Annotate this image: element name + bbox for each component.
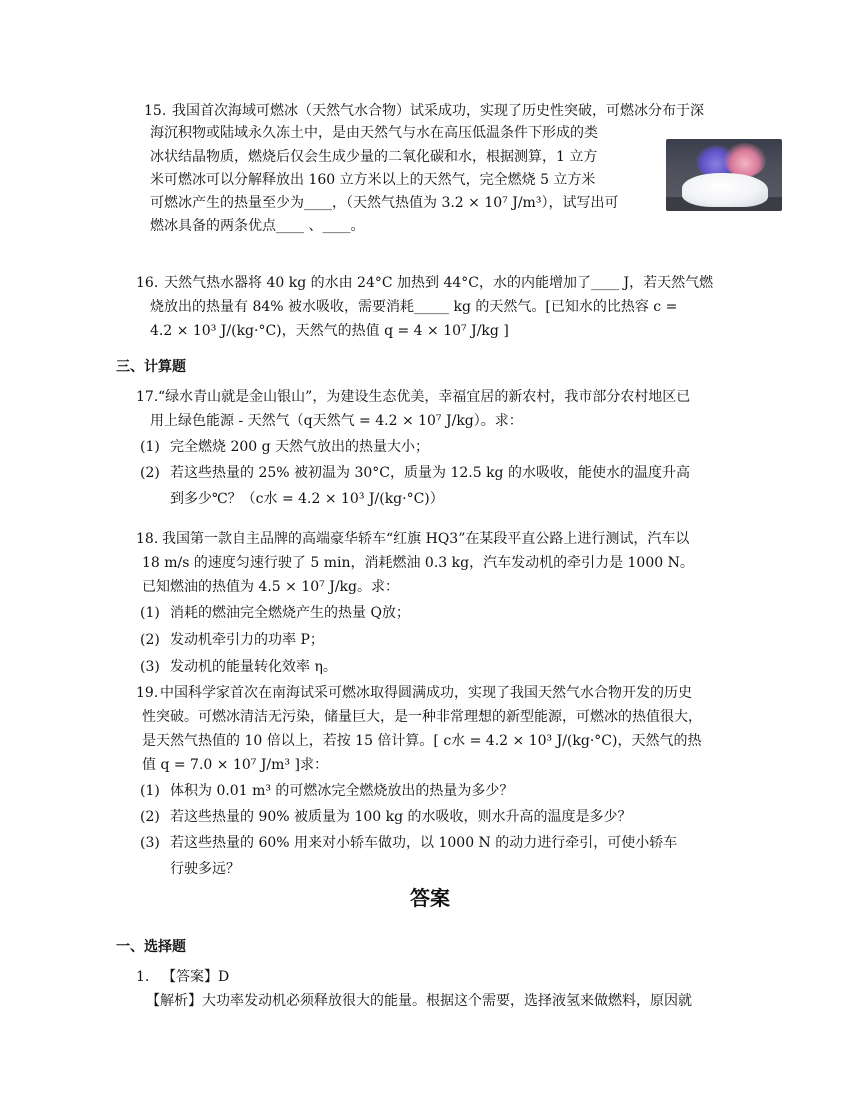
sub-question [140, 778, 740, 804]
question-line: 是天然气热值的 10 倍以上，若按 15 倍计算。[ c水 = 4.2 × 10³ J/(kg·°C)，天然气的热 [142, 733, 702, 749]
question-line: 性突破。可燃冰清洁无污染，储量巨大，是一种非常理想的新型能源，可燃冰的热值很大， [142, 709, 702, 725]
sub-question [140, 600, 740, 627]
question-line: 可燃冰产生的热量至少为____，（天然气热值为 3.2 × 10⁷ J/m³），试写出可 [150, 195, 619, 211]
sub-question [140, 830, 740, 882]
sub-question [140, 434, 740, 460]
ice-shape [682, 173, 768, 207]
sub-question-list [140, 600, 740, 681]
question-line: 天然气热水器将 40 kg 的水由 24°C 加热到 44°C，水的内能增加了____ J，若天然气燃 [164, 275, 714, 291]
sub-question-number: (2) [140, 632, 160, 648]
question-line: 燃冰具备的两条优点____ 、____。 [150, 218, 365, 234]
question-line: 烧放出的热量有 84% 被水吸收，需要消耗_____ kg 的天然气。[已知水的比热容 c = [150, 299, 678, 315]
sub-question [140, 627, 740, 654]
sub-question-number: (3) [140, 835, 160, 851]
sub-question-text: 体积为 0.01 m³ 的可燃冰完全燃烧放出的热量为多少？ [170, 783, 514, 799]
question-number: 15. [144, 103, 167, 119]
sub-question-text: 若这些热量的 60% 用来对小轿车做功，以 1000 N 的动力进行牵引，可使小轿车 [170, 835, 678, 851]
question-line: 18 m/s 的速度匀速行驶了 5 min，消耗燃油 0.3 kg，汽车发动机的牵引力是 1000 N。 [142, 555, 694, 571]
sub-question-text: 若这些热量的 25% 被初温为 30°C，质量为 12.5 kg 的水吸收，能使水的温度升高 [170, 465, 690, 481]
question-number: 16. [136, 275, 159, 291]
question-line: 4.2 × 10³ J/(kg·°C)，天然气的热值 q = 4 × 10⁷ J/kg ] [150, 323, 509, 339]
question-line: 中国科学家首次在南海试采可燃冰取得圆满成功，实现了我国天然气水合物开发的历史 [160, 685, 692, 701]
question-number: 19. [136, 685, 159, 701]
question-line: 用上绿色能源 - 天然气（q天然气 = 4.2 × 10⁷ J/kg）。求： [150, 413, 523, 429]
question-line: 值 q = 7.0 × 10⁷ J/m³ ]求： [142, 757, 328, 773]
sub-question-text: 行驶多远？ [170, 861, 240, 877]
sub-question-text: 到多少℃？（c水 = 4.2 × 10³ J/(kg·°C)） [170, 491, 444, 507]
combustible-ice-image [666, 139, 782, 211]
answer-title: 答案 [410, 886, 450, 910]
sub-question-number: (2) [140, 809, 160, 825]
sub-question-number: (1) [140, 783, 160, 799]
answer-tag: 【答案】 [162, 969, 218, 985]
flame-shape [724, 143, 766, 177]
sub-question-number: (1) [140, 439, 160, 455]
sub-question-number: (2) [140, 465, 160, 481]
answer-line [162, 964, 229, 990]
answer-number: 1. [136, 969, 150, 985]
question-number: 17. [136, 389, 159, 405]
question-line: 已知燃油的热值为 4.5 × 10⁷ J/kg。求： [142, 579, 399, 595]
question-line: 米可燃冰可以分解释放出 160 立方米以上的天然气，完全燃烧 5 立方米 [150, 172, 596, 188]
sub-question-number: (1) [140, 605, 160, 621]
analysis-text: 大功率发动机必须释放很大的能量。根据这个需要，选择液氢来做燃料，原因就 [202, 993, 692, 1009]
answer-value: D [218, 969, 230, 985]
sub-question-text: 消耗的燃油完全燃烧产生的热量 Q放； [170, 605, 410, 621]
section-title: 三、计算题 [116, 359, 186, 375]
sub-question [140, 460, 740, 512]
question-line: 冰状结晶物质，燃烧后仅会生成少量的二氧化碳和水，根据测算，1 立方 [150, 149, 598, 165]
sub-question-number: (3) [140, 659, 160, 675]
sub-question [140, 654, 740, 681]
sub-question-text: 完全燃烧 200 g 天然气放出的热量大小； [170, 439, 430, 455]
sub-question-text: 若这些热量的 90% 被质量为 100 kg 的水吸收，则水升高的温度是多少？ [170, 809, 632, 825]
sub-question-list [140, 434, 740, 512]
analysis-tag: 【解析】 [146, 993, 202, 1009]
question-number: 18. [136, 531, 159, 547]
question-line: “绿水青山就是金山银山”，为建设生态优美，幸福宜居的新农村，我市部分农村地区已 [158, 389, 691, 405]
question-line: 我国首次海域可燃冰（天然气水合物）试采成功，实现了历史性突破，可燃冰分布于深 [172, 103, 704, 119]
sub-question-text: 发动机牵引力的功率 P； [170, 632, 324, 648]
question-line: 海沉积物或陆域永久冻土中，是由天然气与水在高压低温条件下形成的类 [150, 125, 598, 141]
analysis-line [146, 988, 692, 1014]
section-title: 一、选择题 [116, 939, 186, 955]
sub-question [140, 804, 740, 830]
sub-question-list [140, 778, 740, 882]
sub-question-text: 发动机的能量转化效率 η。 [170, 659, 337, 675]
question-line: 我国第一款自主品牌的高端豪华轿车“红旗 HQ3”在某段平直公路上进行测试，汽车以 [162, 531, 690, 547]
